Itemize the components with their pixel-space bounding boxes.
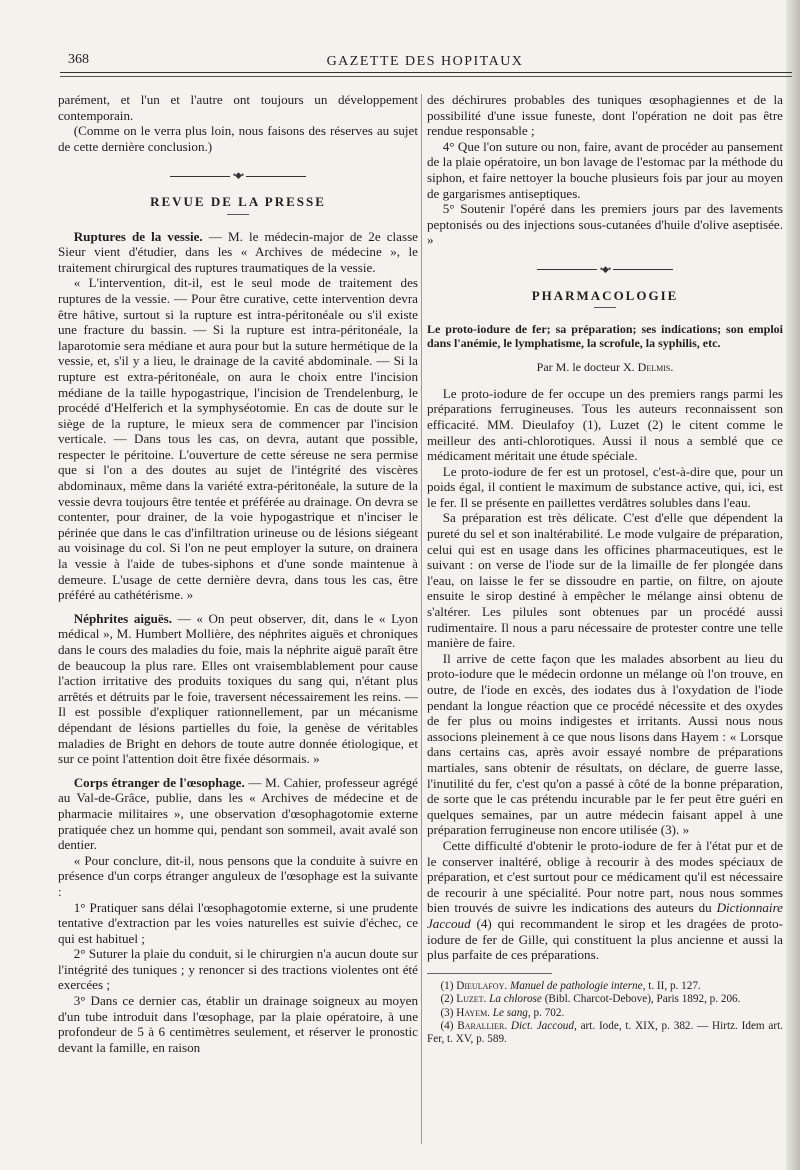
article-lead-corps: Corps étranger de l'œsophage. bbox=[73, 774, 245, 790]
list-item-3: 3° Dans ce dernier cas, établir un drainage soigneux au moyen d'un tube introduit dans l'œsophage, par la plaie opératoire, à une profondeur de 5 à 6 centimètres seulement, et réserver le pronostic devant la famille, en raison bbox=[58, 993, 418, 1055]
article-text-nephrites: — « On peut observer, dit, dans le « Lyon médical », M. Humbert Mollière, des néphrites aiguës et chroniques dans le cours des maladies du foie, mais la néphrite aiguë paraît être de beaucoup la plus rare. Elles ont vraisemblablement pour cause l'action irritative des produits toxiques du sang qui, n'étant plus arrêtés et détruits par le foie, traversent nécessairement les reins. — Il est possible d'expliquer rationnellement, par un mécanisme dépendant de lésions partielles du foie, la genèse de véritables maladies de Bright en dehors de toute autre donnée étiologique, et sur ce point l'attention doit être fixée désormais. » bbox=[58, 610, 418, 767]
footnote-author: Luzet. bbox=[456, 993, 487, 1006]
footnote-number: (1) bbox=[440, 979, 457, 992]
paragraph-conclusion bbox=[427, 838, 783, 963]
byline-prefix: Par M. le docteur X. bbox=[536, 360, 638, 375]
list-item-1: 1° Pratiquer sans délai l'œsophagotomie externe, si une prudente tentative d'extraction par les voies naturelles est suivie d'échec, ce qui est habituel ; bbox=[58, 899, 418, 946]
article-subheading: Le proto-iodure de fer; sa préparation; ses indications; son emploi dans l'anémie, le lymphatisme, la scrofule, la syphilis, etc. bbox=[427, 322, 783, 351]
dictionary-title: Dictionnaire Jaccoud bbox=[427, 900, 783, 931]
header-rule-thick bbox=[60, 72, 792, 73]
footnotes bbox=[427, 973, 783, 1047]
footnote-number: (3) bbox=[440, 1006, 457, 1019]
article-text-corps: — M. Cahier, professeur agrégé au Val-de-Grâce, publie, dans les « Archives de médecine et de pharmacie militaires », une observation d'œsophagotomie externe pratiquée chez un homme qui, pendant son sommeil, avait avalé son dentier. bbox=[58, 774, 418, 853]
article-lead-ruptures: Ruptures de la vessie. bbox=[73, 228, 203, 244]
footnote-number: (4) bbox=[440, 1019, 458, 1032]
article-nephrites bbox=[58, 611, 418, 767]
footnote-title: Dict. Jaccoud, bbox=[507, 1019, 577, 1032]
column-divider bbox=[421, 94, 422, 1144]
footnote-title: La chlorose bbox=[486, 993, 542, 1006]
paragraph-protosel: Le proto-iodure de fer est un protosel, c'est-à-dire que, pour un poids égal, il contient le maximum de substance active, qui, ici, est le fer. Il se présente en paillettes verdâtres solubles dans l'eau. bbox=[427, 463, 783, 510]
conclusion-text-b: (4) qui recommandent le sirop et les dragées de proto-iodure de fer de Gille, qui constituent la plus ancienne et aussi la plus parfaite de ces préparations. bbox=[427, 915, 783, 963]
left-column bbox=[58, 92, 418, 1055]
article-lead-nephrites: Néphrites aiguës. bbox=[73, 610, 173, 626]
footnote-ref: t. II, p. 127. bbox=[645, 979, 701, 992]
footnote-title: Le sang, bbox=[489, 1006, 531, 1019]
ornament-divider: •◆• bbox=[427, 262, 783, 278]
article-corps-etranger bbox=[58, 775, 418, 853]
header-rule-thin bbox=[60, 76, 792, 77]
quote-corps: « Pour conclure, dit-il, nous pensons que la conduite à suivre en présence d'un corps étranger anguleux de l'œsophage est la suivante : bbox=[58, 852, 418, 899]
paragraph-continuation: parément, et l'un et l'autre ont toujours un développement contemporain. bbox=[58, 92, 418, 123]
quote-ruptures: « L'intervention, dit-il, est le seul mode de traitement des ruptures de la vessie. — Pour être curative, cette intervention devra être hâtive, surtout si la rupture est intra-péritonéale ou s'il existe une fracture du bassin. — Si la rupture est intra-péritonéale, la laparotomie sera médiane et aura pour but la suture hermétique de la vessie, et, s'il y a lieu, le drainage de la cavité abdominale. — Si la rupture est extra-péritonéale, on aura le choix entre l'incision médiane de la taille hypogastrique, l'incision de Trendelenburg, le procédé d'Helferich et la symphyséotomie. En cas de doute sur le siège de la rupture, le mieux sera de commencer par l'incision verticale. — Dans tous les cas, on devra, autant que possible, respecter le péritoine. L'ouverture de cette séreuse ne sera permise que si l'on a des doutes au sujet de l'intégrité des viscères abdominaux, même dans la variété extra-péritonéale, la suture de la vessie devra toujours être tentée et préférée au drainage. On devra se contenter, pour drainer, de la voie hypogastrique et n'inciser le périnée que dans le cas d'infiltration urineuse ou de lésions siégeant au voisinage du col. Si l'on ne peut employer la suture, on drainera la vessie à l'aide de tubes-siphons et d'une sonde maintenue à demeure. L'usage de cette dernière devra, dans tous les cas, être préféré au cathétérisme. » bbox=[58, 275, 418, 603]
footnote-author: Barallier. bbox=[457, 1019, 508, 1032]
section-title-pharmacologie: PHARMACOLOGIE bbox=[531, 287, 679, 303]
page-edge-shadow bbox=[786, 0, 800, 1170]
paragraph-intro: Le proto-iodure de fer occupe un des premiers rangs parmi les préparations ferrugineuses. Tous les auteurs reconnaissent son efficacité. MM. Dieulafoy (1), Luzet (2) le citent comme le meilleur des anti-chlorotiques. Aussi il nous a semblé que ce médicament méritait une étude spéciale. bbox=[427, 385, 783, 464]
footnote-ref: p. 702. bbox=[530, 1006, 565, 1019]
footnote-3 bbox=[427, 1007, 783, 1020]
paragraph-continuation-right: des déchirures probables des tuniques œsophagiennes et de la possibilité d'une issue funeste, dont l'opération ne doit pas être rendue responsable ; bbox=[427, 92, 783, 139]
conclusion-text-a: Cette difficulté d'obtenir le proto-iodure de fer à l'état pur et de le conserver inaltéré, oblige à recourir à des modes spéciaux de préparation, et c'est surtout pour ce médicament qu'il est nécessaire de recourir à une spécialité. Pour notre part, nous nous sommes bien trouvés de suivre les indications des auteurs du bbox=[427, 837, 783, 916]
footnote-4 bbox=[427, 1020, 783, 1047]
article-text-ruptures: — M. le médecin-major de 2e classe Sieur vient d'étudier, dans les « Archives de médecine », le traitement chirurgical des ruptures traumatiques de la vessie. bbox=[58, 228, 418, 275]
footnote-author: Hayem. bbox=[456, 1006, 490, 1019]
list-item-4: 4° Que l'on suture ou non, faire, avant de procéder au pansement de la plaie opératoire, un bon lavage de l'estomac par la méthode du siphon, et faire nettoyer la bouche plusieurs fois par jour au moyen de gargarismes antiseptiques. bbox=[427, 138, 783, 201]
page-number: 368 bbox=[68, 52, 89, 67]
page-header bbox=[60, 52, 790, 74]
list-item-2: 2° Suturer la plaie du conduit, si le chirurgien n'a aucun doute sur l'intégrité des tuniques ; y renoncer si des tractions violentes ont été exercées ; bbox=[58, 946, 418, 993]
footnote-ref: (Bibl. Charcot-Debove), Paris 1892, p. 206. bbox=[541, 993, 741, 1006]
paragraph-preparation: Sa préparation est très délicate. C'est d'elle que dépendent la pureté du sel et son inaltérabilité. Le mode vulgaire de préparation, celui qui est en usage dans les officines pharmaceutiques, est le suivant : on verse de l'iode sur de la limaille de fer plongée dans l'eau, on laisse le fer se dissoudre en partie, on filtre, on ajoute ensuite le sirop destiné à empêcher le mélange ainsi obtenu de s'altérer. Les pilules sont obtenues par un procédé aussi rudimentaire. Il nous a paru nécessaire de protester contre une telle manière de faire. bbox=[427, 510, 783, 651]
footnote-number: (2) bbox=[440, 993, 457, 1006]
article-ruptures bbox=[58, 229, 418, 276]
journal-title: GAZETTE DES HOPITAUX bbox=[326, 54, 524, 69]
footnote-rule bbox=[427, 973, 552, 974]
footnote-1 bbox=[427, 980, 783, 993]
footnote-title: Manuel de pathologie interne, bbox=[507, 979, 646, 992]
section-title-revue: REVUE DE LA PRESSE bbox=[150, 193, 326, 209]
right-column bbox=[427, 92, 783, 1047]
title-underline bbox=[227, 214, 249, 215]
ornament-divider: •◆• bbox=[58, 168, 418, 184]
author-byline bbox=[427, 360, 783, 376]
title-underline bbox=[594, 307, 616, 308]
byline-author: Delmis. bbox=[637, 360, 674, 375]
paragraph-malades: Il arrive de cette façon que les malades absorbent au lieu du proto-iodure que le médecin ordonne un mélange où l'on trouve, en outre, de l'iode en excès, des iodates dus à l'oxydation de l'iode pendant la longue réaction que ce procédé nécessite et des oxydes de fer plus ou moins indigestes et irritants. Aussi nous nous associons pleinement à ce que nous lisons dans Hayem : « Lorsque dans certains cas, après avoir essayé nombre de préparations martiales, sans obtenir de résultats, on déclare, de guerre lasse, l'inutilité du fer, c'est qu'on a passé à côté de la bonne préparation, de sorte que le cas prétendu incurable par le fer peut être guéri en quelques semaines, par un autre médecin faisant appel à une préparation ferrugineuse non encore utilisée (3). » bbox=[427, 650, 783, 838]
footnote-author: Dieulafoy. bbox=[456, 979, 508, 992]
footnote-2 bbox=[427, 993, 783, 1006]
footnote-ref: art. Iode, t. XIX, p. 382. — Hirtz. Idem art. Fer, t. XV, p. 589. bbox=[427, 1019, 783, 1046]
paragraph-reserve-note: (Comme on le verra plus loin, nous faisons des réserves au sujet de cette dernière conclusion.) bbox=[58, 123, 418, 154]
list-item-5: 5° Soutenir l'opéré dans les premiers jours par des lavements peptonisés ou des injections sous-cutanées d'huile d'olive aseptisée. » bbox=[427, 201, 783, 248]
